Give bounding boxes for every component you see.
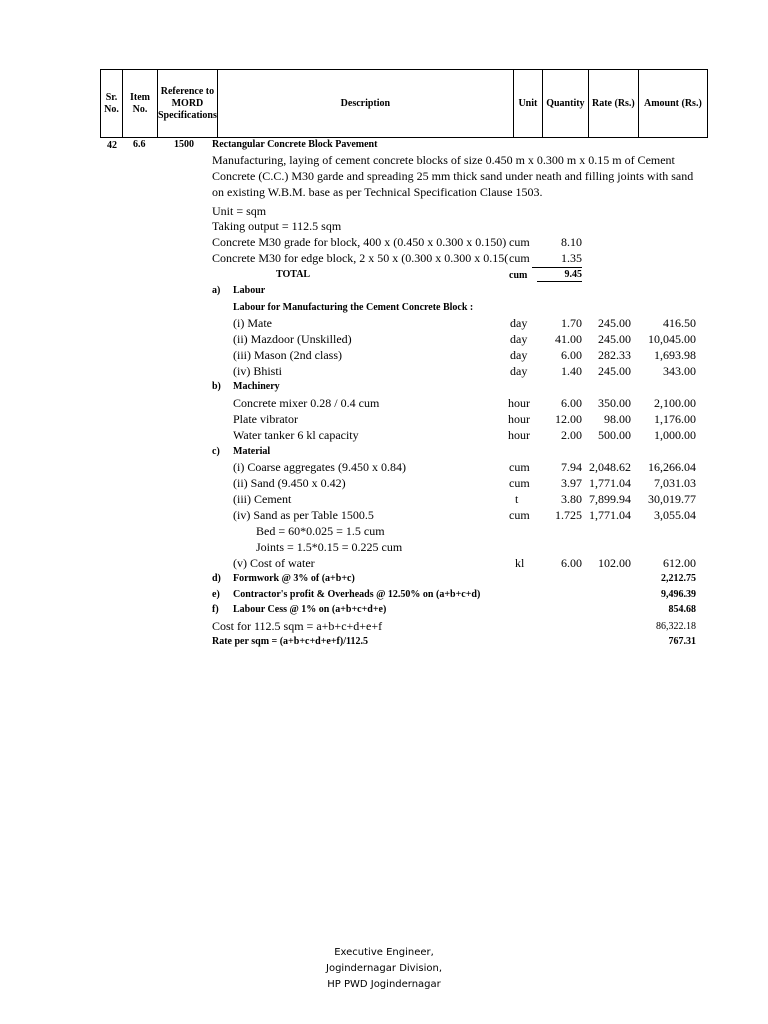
item-title: Rectangular Concrete Block Pavement [212, 139, 378, 150]
total-unit: cum [509, 270, 528, 281]
labour-row-unit: day [510, 364, 528, 378]
material-row-unit: t [515, 492, 519, 506]
header-unit [513, 70, 542, 138]
signature-office: HP PWD Jogindernagar [327, 979, 441, 990]
material-row-rate: 1,771.04 [589, 508, 631, 522]
item-description-line-1: Manufacturing, laying of cement concrete blocks of size 0.450 m x 0.300 m x 0.15 m of Cement [212, 153, 675, 167]
item-no: 6.6 [133, 139, 146, 150]
material-row-rate: 1,771.04 [589, 476, 631, 490]
machinery-row-desc: Water tanker 6 kl capacity [233, 428, 359, 442]
header-amount [638, 70, 707, 138]
header-description [217, 70, 513, 138]
machinery-letter: b) [212, 381, 221, 392]
formwork-letter: d) [212, 573, 221, 584]
header-quantity-text: Quantity [546, 97, 585, 109]
header-sr-no-text: Sr. No. [104, 91, 119, 115]
header-unit-text: Unit [518, 97, 538, 109]
signature-block [0, 945, 768, 993]
machinery-row-amount: 1,176.00 [654, 412, 696, 426]
water-row-desc: (v) Cost of water [233, 556, 315, 570]
material-row-rate: 2,048.62 [589, 460, 631, 474]
machinery-heading: Machinery [233, 381, 280, 392]
machinery-row-rate: 500.00 [598, 428, 631, 442]
bed-calculation: Bed = 60*0.025 = 1.5 cum [256, 524, 385, 538]
material-heading: Material [233, 446, 271, 457]
machinery-row-unit: hour [508, 412, 530, 426]
header-item-no [123, 70, 158, 138]
machinery-row-qty: 6.00 [561, 396, 582, 410]
material-row-desc: (ii) Sand (9.450 x 0.42) [233, 476, 346, 490]
water-row-rate: 102.00 [598, 556, 631, 570]
cost-for-label: Cost for 112.5 sqm = a+b+c+d+e+f [212, 619, 383, 633]
labour-row-rate: 245.00 [598, 316, 631, 330]
labour-row-unit: day [510, 332, 528, 346]
material-row-qty: 1.725 [555, 508, 582, 522]
concrete-row-unit: cum [509, 251, 530, 265]
labour-row-unit: day [510, 316, 528, 330]
labour-row-desc: (iv) Bhisti [233, 364, 283, 378]
machinery-row-rate: 350.00 [598, 396, 631, 410]
labour-subheading: Labour for Manufacturing the Cement Concrete Block : [233, 302, 474, 313]
labour-row-qty: 1.40 [561, 364, 582, 378]
contractor-label: Contractor's profit & Overheads @ 12.50% on (a+b+c+d) [233, 589, 481, 600]
labour-row-rate: 245.00 [598, 332, 631, 346]
labour-heading: Labour [233, 285, 266, 296]
formwork-label: Formwork @ 3% of (a+b+c) [233, 573, 355, 584]
concrete-row-qty: 8.10 [561, 235, 582, 249]
formwork-amount: 2,212.75 [661, 573, 696, 584]
item-reference: 1500 [174, 139, 194, 150]
material-row-desc: (iii) Cement [233, 492, 292, 506]
labour-cess-amount: 854.68 [668, 604, 696, 615]
header-table [100, 69, 708, 138]
header-reference-text: Reference to MORD Specifications [158, 85, 217, 121]
material-row-qty: 3.80 [561, 492, 582, 506]
water-row-qty: 6.00 [561, 556, 582, 570]
joints-calculation: Joints = 1.5*0.15 = 0.225 cum [256, 540, 403, 554]
material-row-unit: cum [509, 460, 530, 474]
machinery-row-desc: Concrete mixer 0.28 / 0.4 cum [233, 396, 380, 410]
material-row-desc: (iv) Sand as per Table 1500.5 [233, 508, 374, 522]
material-row-qty: 3.97 [561, 476, 582, 490]
taking-output: Taking output = 112.5 sqm [212, 219, 342, 233]
concrete-row-unit: cum [509, 235, 530, 249]
machinery-row-unit: hour [508, 428, 530, 442]
water-row-amount: 612.00 [663, 556, 696, 570]
material-row-amount: 3,055.04 [654, 508, 696, 522]
header-sr-no [101, 70, 123, 138]
labour-row-rate: 282.33 [598, 348, 631, 362]
labour-row-qty: 6.00 [561, 348, 582, 362]
total-label: TOTAL [276, 269, 311, 280]
material-letter: c) [212, 446, 220, 457]
unit-line: Unit = sqm [212, 204, 267, 218]
total-qty: 9.45 [537, 269, 582, 282]
labour-row-qty: 1.70 [561, 316, 582, 330]
rate-per-sqm-amount: 767.31 [668, 636, 696, 647]
material-row-unit: cum [509, 476, 530, 490]
rate-per-sqm-label: Rate per sqm = (a+b+c+d+e+f)/112.5 [212, 636, 368, 647]
header-amount-text: Amount (Rs.) [644, 97, 702, 109]
machinery-row-qty: 2.00 [561, 428, 582, 442]
labour-row-desc: (ii) Mazdoor (Unskilled) [233, 332, 352, 346]
material-row-desc: (i) Coarse aggregates (9.450 x 0.84) [233, 460, 406, 474]
concrete-row-qty: 1.35 [532, 251, 582, 268]
header-description-text: Description [340, 97, 391, 109]
item-description-line-2: Concrete (C.C.) M30 garde and spreading 25 mm thick sand under neath and filling joints with sand [212, 169, 694, 183]
contractor-amount: 9,496.39 [661, 589, 696, 600]
machinery-row-desc: Plate vibrator [233, 412, 298, 426]
contractor-letter: e) [212, 589, 220, 600]
header-rate [588, 70, 638, 138]
signature-title: Executive Engineer, [334, 947, 434, 958]
machinery-row-rate: 98.00 [604, 412, 631, 426]
machinery-row-amount: 2,100.00 [654, 396, 696, 410]
water-row-unit: kl [515, 556, 525, 570]
labour-row-amount: 343.00 [663, 364, 696, 378]
machinery-row-amount: 1,000.00 [654, 428, 696, 442]
material-row-amount: 30,019.77 [648, 492, 696, 506]
labour-letter: a) [212, 285, 221, 296]
header-rate-text: Rate (Rs.) [592, 97, 635, 109]
machinery-row-qty: 12.00 [555, 412, 582, 426]
material-row-rate: 7,899.94 [589, 492, 631, 506]
material-row-amount: 7,031.03 [654, 476, 696, 490]
labour-row-desc: (iii) Mason (2nd class) [233, 348, 342, 362]
machinery-row-unit: hour [508, 396, 530, 410]
labour-row-qty: 41.00 [555, 332, 582, 346]
labour-row-desc: (i) Mate [233, 316, 272, 330]
cost-for-amount: 86,322.18 [656, 621, 696, 632]
concrete-row-desc: Concrete M30 grade for block, 400 x (0.450 x 0.300 x 0.150) [212, 235, 507, 249]
signature-division: Jogindernagar Division, [326, 963, 442, 974]
item-description-line-3: on existing W.B.M. base as per Technical Specification Clause 1503. [212, 185, 543, 199]
header-reference [158, 70, 218, 138]
labour-row-amount: 10,045.00 [648, 332, 696, 346]
material-row-amount: 16,266.04 [648, 460, 696, 474]
material-row-qty: 7.94 [561, 460, 582, 474]
header-item-no-text: Item No. [130, 91, 150, 115]
header-quantity [542, 70, 588, 138]
labour-row-amount: 1,693.98 [654, 348, 696, 362]
labour-row-unit: day [510, 348, 528, 362]
labour-cess-letter: f) [212, 604, 219, 615]
material-row-unit: cum [509, 508, 530, 522]
concrete-row-desc: Concrete M30 for edge block, 2 x 50 x (0.300 x 0.300 x 0.15( [212, 251, 509, 265]
item-sr-no: 42 [107, 140, 117, 151]
labour-row-rate: 245.00 [598, 364, 631, 378]
labour-cess-label: Labour Cess @ 1% on (a+b+c+d+e) [233, 604, 387, 615]
labour-row-amount: 416.50 [663, 316, 696, 330]
